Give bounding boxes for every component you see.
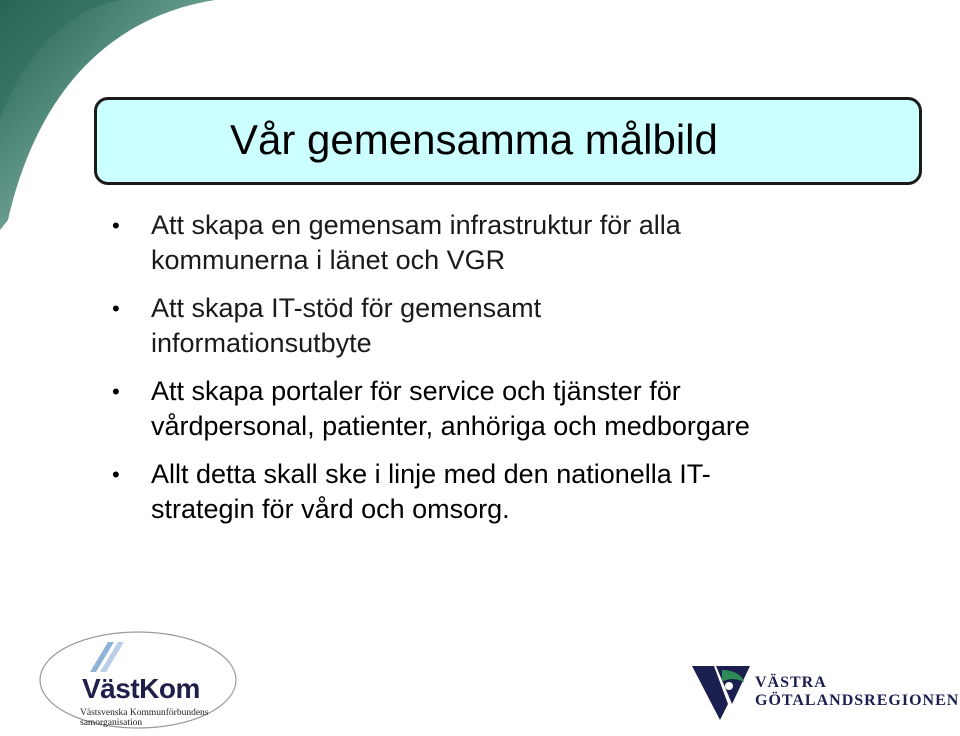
bullet-text: Allt detta skall ske i linje med den nationella IT- strategin för vård och omsorg. — [151, 459, 711, 524]
bullet-item — [112, 208, 872, 278]
bullet-item — [112, 457, 872, 527]
bullet-text: Att skapa IT-stöd för gemensamt informationsutbyte — [151, 293, 542, 358]
bullet-list — [112, 208, 872, 540]
vastkom-subtitle: Västsvenska Kommunförbundens samorganisation — [80, 708, 209, 728]
vastkom-logo — [38, 630, 238, 730]
bullet-item — [112, 374, 872, 444]
vgr-name-line1: VÄSTRA — [755, 674, 827, 691]
title-box — [94, 97, 922, 185]
vgr-logo — [692, 664, 960, 724]
bullet-text: Att skapa en gemensam infrastruktur för alla kommunerna i länet och VGR — [151, 210, 681, 275]
bullet-marker: • — [112, 379, 120, 404]
slide-title: Vår gemensamma målbild — [230, 116, 718, 163]
bullet-marker: • — [112, 296, 120, 321]
bullet-text: Att skapa portaler för service och tjänster för vårdpersonal, patienter, anhöriga och medborgare — [151, 376, 750, 441]
bullet-marker: • — [112, 213, 120, 238]
vastkom-name: VästKom — [82, 673, 200, 704]
bullet-item — [112, 291, 872, 361]
bullet-marker: • — [112, 462, 120, 487]
vgr-name-line2: GÖTALANDSREGIONEN — [755, 692, 960, 709]
vgr-emblem-icon — [692, 664, 752, 722]
